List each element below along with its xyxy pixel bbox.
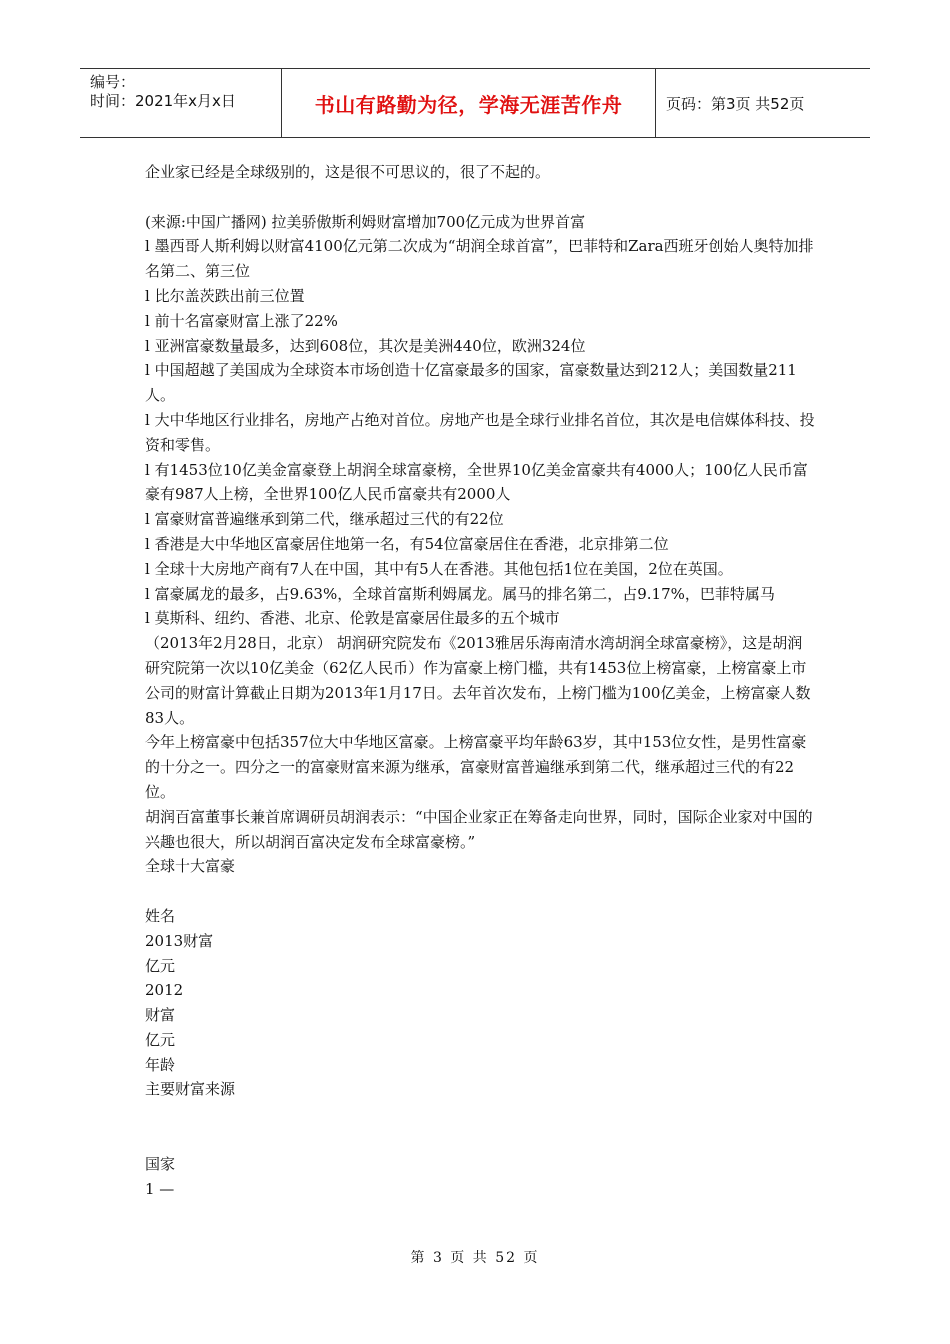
paragraph: 国家 [145,1154,176,1173]
paragraph: 胡润百富董事长兼首席调研员胡润表示：“中国企业家正在筹备走向世界，同时，国际企业家对中国的兴趣也很大，所以胡润百富决定发布全球富豪榜。” [145,807,813,851]
paragraph: (来源:中国广播网) 拉美骄傲斯利姆财富增加700亿元成为世界首富 [145,212,586,231]
paragraph: 主要财富来源 [145,1080,236,1099]
paragraph: 全球十大富豪 [145,857,236,876]
paragraph: 企业家已经是全球级别的，这是很不可思议的，很了不起的。 [145,163,551,181]
paragraph: l 中国超越了美国成为全球资本市场创造十亿富豪最多的国家，富豪数量达到212人；美国数量211人。 [145,361,797,405]
paragraph: 2013财富 [145,931,214,950]
blank-line [145,879,815,904]
paragraph: （2013年2月28日，北京） 胡润研究院发布《2013雅居乐海南清水湾胡润全球富豪榜》，这是胡润研究院第一次以10亿美金（62亿人民币）作为富豪上榜门槛，共有1453位上榜富豪，上榜富豪上市公司的财富计算截止日期为2013年1月17日。去年首次发布，上榜门槛为100亿美金，上榜富豪人数83人。 [145,634,811,727]
paragraph: l 香港是大中华地区富豪居住地第一名，有54位富豪居住在香港，北京排第二位 [145,534,669,553]
paragraph: l 墨西哥人斯利姆以财富4100亿元第二次成为“胡润全球首富”，巴菲特和Zara西班牙创始人奥特加排名第二、第三位 [145,237,814,281]
paragraph: 姓名 [145,906,176,925]
number-label: 编号： [90,73,136,91]
blank-line [145,1127,815,1152]
paragraph: 亿元 [145,956,176,975]
paragraph: l 富豪属龙的最多，占9.63%，全球首富斯利姆属龙。属马的排名第二，占9.17%，巴菲特属马 [145,584,775,603]
paragraph: l 比尔盖茨跌出前三位置 [145,286,305,305]
paragraph: l 亚洲富豪数量最多，达到608位，其次是美洲440位，欧洲324位 [145,336,586,355]
blank-line [145,185,815,210]
paragraph: l 全球十大房地产商有7人在中国，其中有5人在香港。其他包括1位在美国，2位在英国。 [145,559,733,578]
paragraph: 2012 [145,981,184,1000]
paragraph: l 有1453位10亿美金富豪登上胡润全球富豪榜，全世界10亿美金富豪共有4000人；100亿人民币富豪有987人上榜，全世界100亿人民币富豪共有2000人 [145,460,808,504]
paragraph: 亿元 [145,1030,176,1049]
document-body [145,160,815,1201]
paragraph: 财富 [145,1006,176,1025]
paragraph: l 大中华地区行业排名，房地产占绝对首位。房地产也是全球行业排名首位，其次是电信媒体科技、投资和零售。 [145,410,815,454]
paragraph: 年龄 [145,1055,176,1074]
paragraph: l 富豪财富普遍继承到第二代，继承超过三代的有22位 [145,510,504,529]
paragraph: l 前十名富豪财富上涨了22% [145,311,338,330]
blank-line [145,1102,815,1127]
time-label: 时间：2021年x月x日 [90,92,236,110]
paragraph: 1 — [145,1179,175,1198]
paragraph: l 莫斯科、纽约、香港、北京、伦敦是富豪居住最多的五个城市 [145,609,560,628]
page-footer: 第 3 页 共 52 页 [410,1250,540,1266]
page-header [80,68,870,138]
paragraph: 今年上榜富豪中包括357位大中华地区富豪。上榜富豪平均年龄63岁，其中153位女性，是男性富豪的十分之一。四分之一的富豪财富来源为继承，富豪财富普遍继承到第二代，继承超过三代的有22位。 [145,733,807,801]
header-motto: 书山有路勤为径，学海无涯苦作舟 [282,69,656,137]
header-meta [80,69,282,137]
header-page-label: 页码：第3页 共52页 [666,94,805,113]
